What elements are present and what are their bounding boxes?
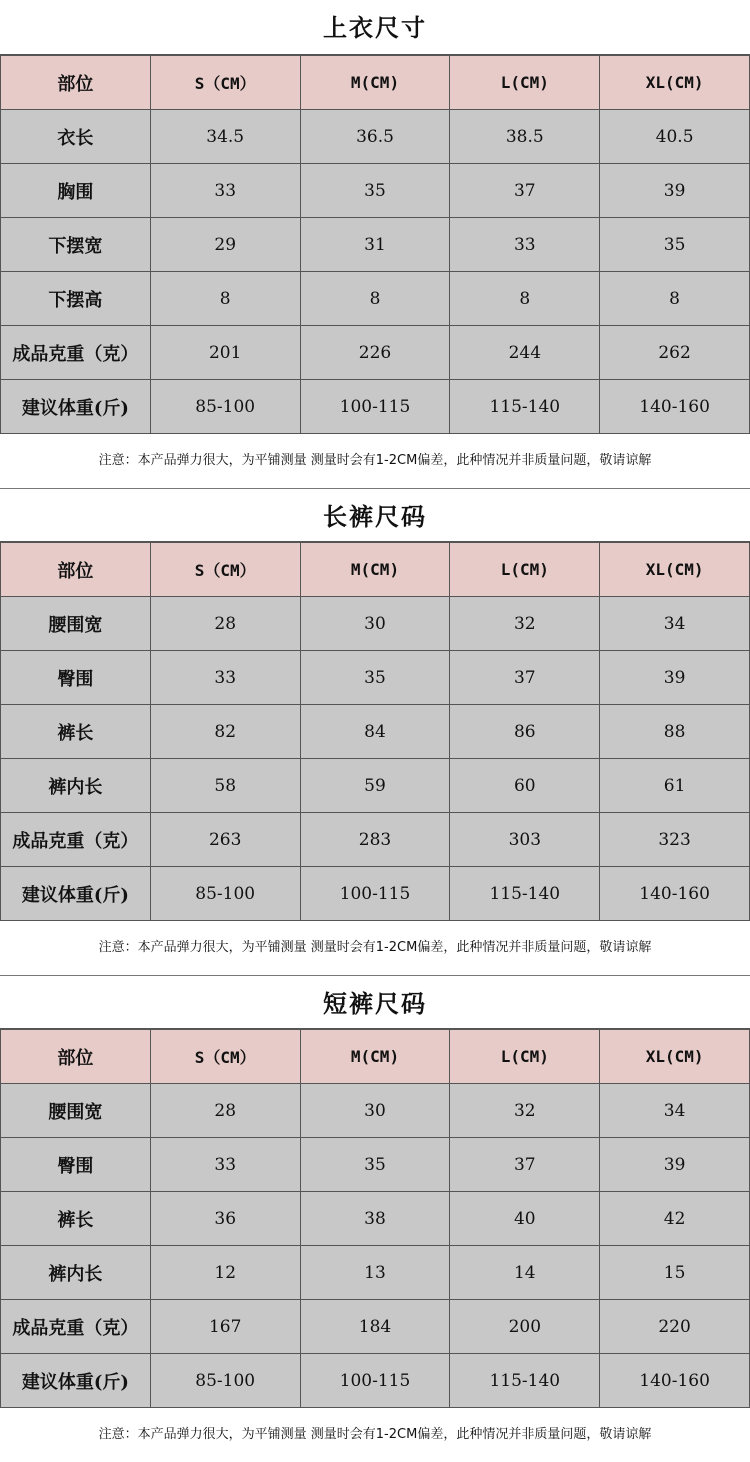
table-cell: 33 — [150, 1138, 300, 1192]
table-cell: 184 — [300, 1300, 450, 1354]
table-cell: 262 — [600, 326, 750, 380]
row-label: 成品克重（克） — [1, 813, 151, 867]
table-cell: 82 — [150, 705, 300, 759]
header-cell: XL(CM) — [600, 56, 750, 110]
table-cell: 200 — [450, 1300, 600, 1354]
table-cell: 36 — [150, 1192, 300, 1246]
table-cell: 15 — [600, 1246, 750, 1300]
table-cell: 30 — [300, 1084, 450, 1138]
table-cell: 100-115 — [300, 380, 450, 434]
table-cell: 33 — [150, 651, 300, 705]
table-cell: 58 — [150, 759, 300, 813]
table-cell: 39 — [600, 651, 750, 705]
table-cell: 84 — [300, 705, 450, 759]
table-cell: 28 — [150, 597, 300, 651]
table-cell: 28 — [150, 1084, 300, 1138]
header-cell: S（CM） — [150, 56, 300, 110]
table-cell: 34.5 — [150, 110, 300, 164]
table-cell: 40.5 — [600, 110, 750, 164]
table-cell: 31 — [300, 218, 450, 272]
table-cell: 85-100 — [150, 867, 300, 921]
section-title: 长裤尺码 — [0, 488, 750, 542]
size-table — [0, 1029, 750, 1408]
table-cell: 59 — [300, 759, 450, 813]
measurement-note: 注意：本产品弹力很大，为平铺测量 测量时会有1-2CM偏差，此种情况并非质量问题，敬请谅解 — [98, 453, 652, 468]
table-cell: 85-100 — [150, 380, 300, 434]
table-row — [1, 110, 750, 164]
table-row — [1, 1300, 750, 1354]
table-cell: 201 — [150, 326, 300, 380]
table-row — [1, 1138, 750, 1192]
table-cell: 39 — [600, 164, 750, 218]
table-cell: 37 — [450, 1138, 600, 1192]
table-cell: 85-100 — [150, 1354, 300, 1408]
table-cell: 35 — [300, 651, 450, 705]
table-cell: 12 — [150, 1246, 300, 1300]
table-cell: 8 — [300, 272, 450, 326]
row-label: 臀围 — [1, 1138, 151, 1192]
table-cell: 283 — [300, 813, 450, 867]
header-cell: L(CM) — [450, 543, 600, 597]
row-label: 裤长 — [1, 705, 151, 759]
row-label: 下摆宽 — [1, 218, 151, 272]
table-cell: 32 — [450, 1084, 600, 1138]
table-cell: 34 — [600, 597, 750, 651]
table-row — [1, 705, 750, 759]
header-cell: M(CM) — [300, 56, 450, 110]
header-cell: L(CM) — [450, 56, 600, 110]
table-cell: 88 — [600, 705, 750, 759]
table-cell: 140-160 — [600, 380, 750, 434]
table-cell: 33 — [450, 218, 600, 272]
header-cell: S（CM） — [150, 1030, 300, 1084]
table-header-row — [1, 1030, 750, 1084]
header-cell: S（CM） — [150, 543, 300, 597]
row-label: 胸围 — [1, 164, 151, 218]
table-cell: 35 — [600, 218, 750, 272]
table-cell: 220 — [600, 1300, 750, 1354]
table-cell: 8 — [450, 272, 600, 326]
table-cell: 35 — [300, 1138, 450, 1192]
row-label: 衣长 — [1, 110, 151, 164]
header-cell: XL(CM) — [600, 543, 750, 597]
header-cell: L(CM) — [450, 1030, 600, 1084]
header-cell: 部位 — [1, 1030, 151, 1084]
table-header-row — [1, 543, 750, 597]
table-cell: 38.5 — [450, 110, 600, 164]
table-cell: 30 — [300, 597, 450, 651]
table-row — [1, 326, 750, 380]
table-cell: 115-140 — [450, 867, 600, 921]
section-title: 上衣尺寸 — [0, 0, 750, 55]
table-row — [1, 867, 750, 921]
table-row — [1, 1354, 750, 1408]
table-cell: 100-115 — [300, 867, 450, 921]
header-cell: 部位 — [1, 56, 151, 110]
size-section-top — [0, 0, 750, 488]
size-table — [0, 55, 750, 434]
row-label: 裤内长 — [1, 1246, 151, 1300]
row-label: 裤长 — [1, 1192, 151, 1246]
table-row — [1, 164, 750, 218]
table-cell: 34 — [600, 1084, 750, 1138]
table-cell: 35 — [300, 164, 450, 218]
table-header-row — [1, 56, 750, 110]
table-cell: 32 — [450, 597, 600, 651]
table-cell: 167 — [150, 1300, 300, 1354]
measurement-note: 注意：本产品弹力很大，为平铺测量 测量时会有1-2CM偏差，此种情况并非质量问题，敬请谅解 — [98, 940, 652, 955]
table-cell: 61 — [600, 759, 750, 813]
table-cell: 8 — [600, 272, 750, 326]
table-cell: 115-140 — [450, 1354, 600, 1408]
table-cell: 140-160 — [600, 1354, 750, 1408]
table-cell: 29 — [150, 218, 300, 272]
table-cell: 86 — [450, 705, 600, 759]
row-label: 下摆高 — [1, 272, 151, 326]
table-cell: 14 — [450, 1246, 600, 1300]
table-row — [1, 272, 750, 326]
table-cell: 226 — [300, 326, 450, 380]
row-label: 成品克重（克） — [1, 326, 151, 380]
row-label: 建议体重(斤) — [1, 380, 151, 434]
header-cell: XL(CM) — [600, 1030, 750, 1084]
table-cell: 115-140 — [450, 380, 600, 434]
table-cell: 42 — [600, 1192, 750, 1246]
table-cell: 244 — [450, 326, 600, 380]
row-label: 建议体重(斤) — [1, 1354, 151, 1408]
table-cell: 40 — [450, 1192, 600, 1246]
table-row — [1, 597, 750, 651]
table-cell: 37 — [450, 164, 600, 218]
table-cell: 37 — [450, 651, 600, 705]
row-label: 腰围宽 — [1, 1084, 151, 1138]
row-label: 腰围宽 — [1, 597, 151, 651]
table-cell: 303 — [450, 813, 600, 867]
table-row — [1, 1084, 750, 1138]
table-cell: 13 — [300, 1246, 450, 1300]
row-label: 裤内长 — [1, 759, 151, 813]
table-cell: 8 — [150, 272, 300, 326]
size-section-shorts — [0, 975, 750, 1462]
table-row — [1, 759, 750, 813]
table-row — [1, 218, 750, 272]
row-label: 臀围 — [1, 651, 151, 705]
header-cell: M(CM) — [300, 543, 450, 597]
table-row — [1, 1192, 750, 1246]
table-cell: 323 — [600, 813, 750, 867]
table-cell: 36.5 — [300, 110, 450, 164]
table-row — [1, 813, 750, 867]
table-cell: 39 — [600, 1138, 750, 1192]
table-cell: 140-160 — [600, 867, 750, 921]
table-cell: 100-115 — [300, 1354, 450, 1408]
header-cell: M(CM) — [300, 1030, 450, 1084]
table-cell: 33 — [150, 164, 300, 218]
row-label: 成品克重（克） — [1, 1300, 151, 1354]
size-table — [0, 542, 750, 921]
table-cell: 263 — [150, 813, 300, 867]
size-section-pants — [0, 488, 750, 975]
row-label: 建议体重(斤) — [1, 867, 151, 921]
table-row — [1, 651, 750, 705]
table-row — [1, 1246, 750, 1300]
measurement-note: 注意：本产品弹力很大，为平铺测量 测量时会有1-2CM偏差，此种情况并非质量问题，敬请谅解 — [98, 1427, 652, 1442]
header-cell: 部位 — [1, 543, 151, 597]
table-row — [1, 380, 750, 434]
section-title: 短裤尺码 — [0, 975, 750, 1029]
table-cell: 38 — [300, 1192, 450, 1246]
table-cell: 60 — [450, 759, 600, 813]
